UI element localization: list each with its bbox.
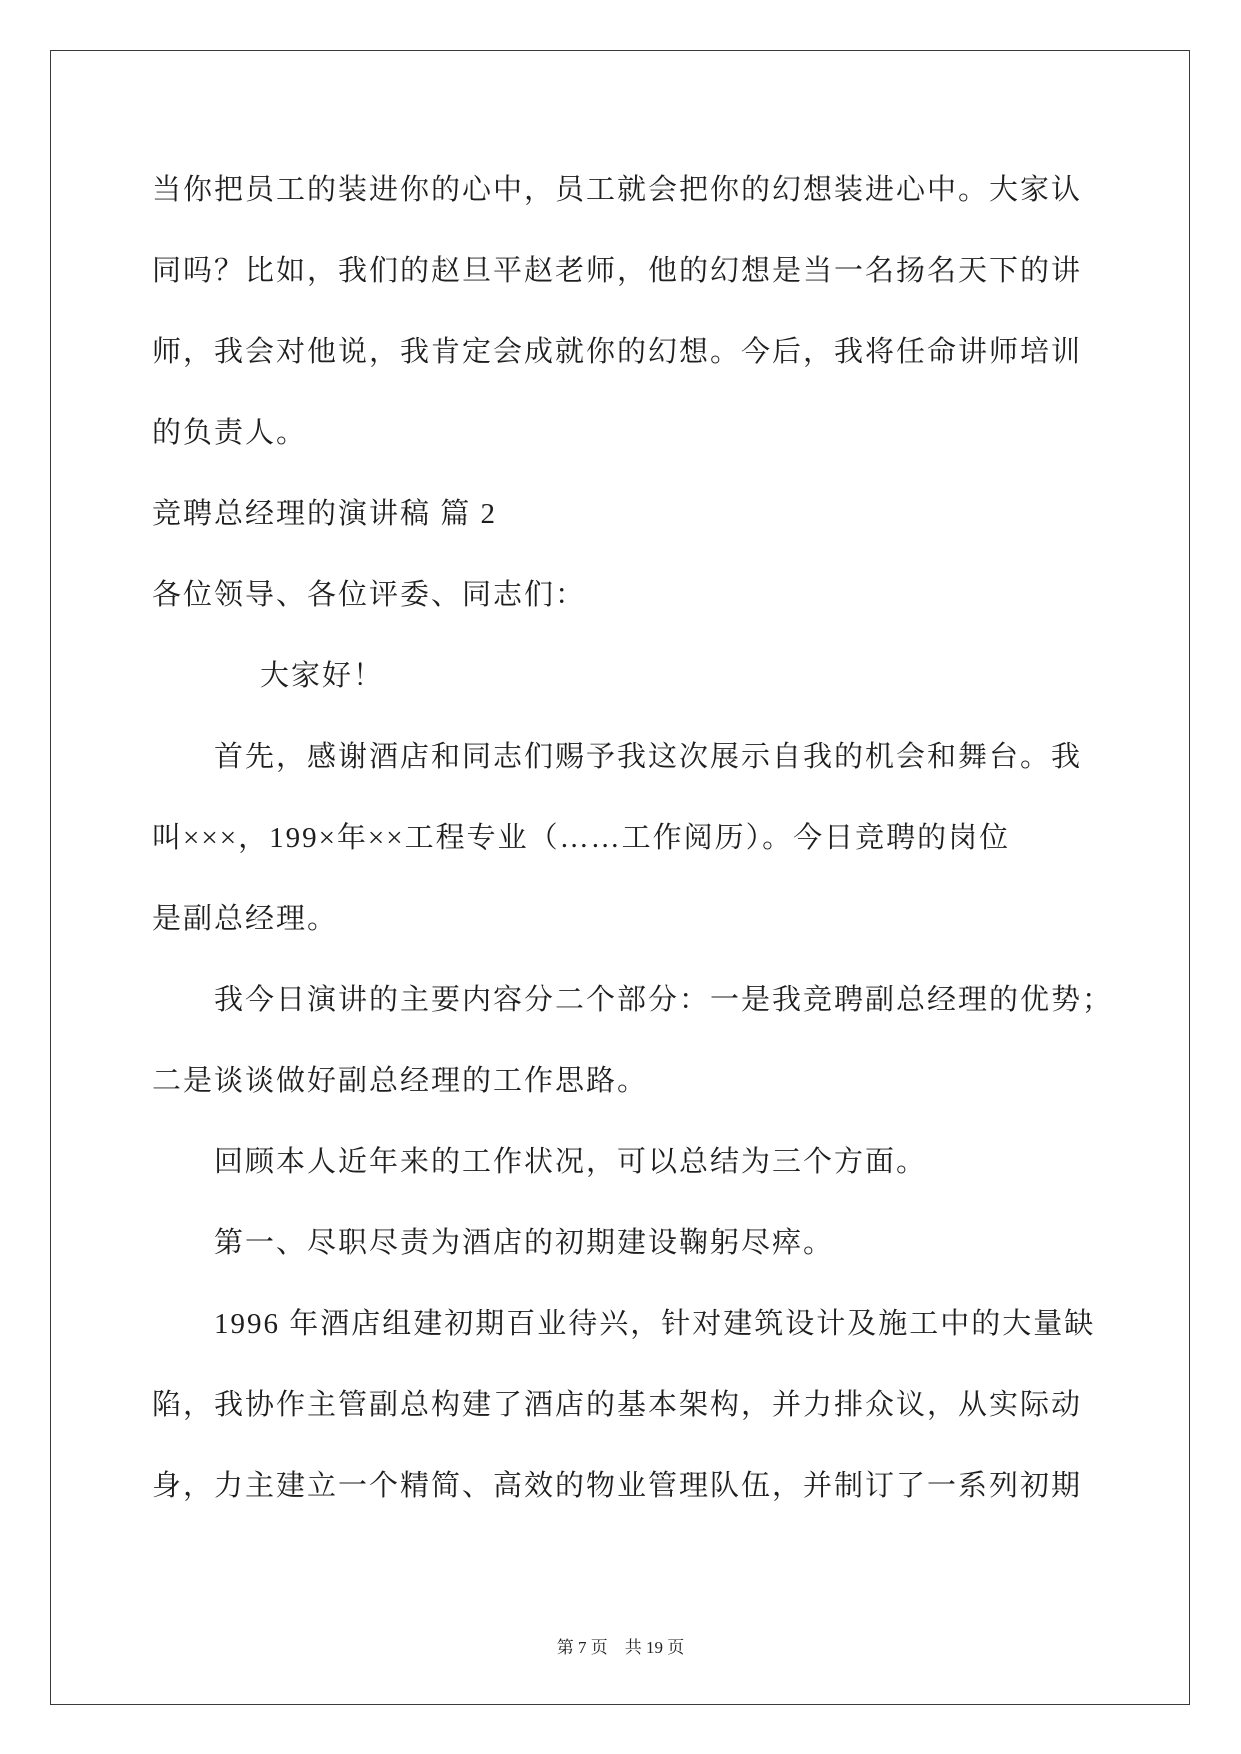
text-line: 二是谈谈做好副总经理的工作思路。 bbox=[152, 1065, 649, 1097]
text-line: 是副总经理。 bbox=[152, 903, 339, 935]
text-line: 同吗？比如，我们的赵旦平赵老师，他的幻想是当一名扬名天下的讲 bbox=[152, 255, 1083, 287]
text-line: 的负责人。 bbox=[152, 417, 308, 449]
section-heading: 竞聘总经理的演讲稿 篇 2 bbox=[152, 498, 498, 530]
page-number-footer: 第 7 页 共 19 页 bbox=[556, 1638, 685, 1657]
text-line: 第一、尽职尽责为酒店的初期建设鞠躬尽瘁。 bbox=[214, 1227, 835, 1259]
text-line: 首先，感谢酒店和同志们赐予我这次展示自我的机会和舞台。我 bbox=[214, 741, 1083, 773]
text-line: 陷，我协作主管副总构建了酒店的基本架构，并力排众议，从实际动 bbox=[152, 1389, 1083, 1421]
salutation: 各位领导、各位评委、同志们： bbox=[152, 579, 587, 611]
text-line: 当你把员工的装进你的心中，员工就会把你的幻想装进心中。大家认 bbox=[152, 174, 1083, 206]
greeting: 大家好！ bbox=[260, 660, 385, 692]
text-line: 身，力主建立一个精简、高效的物业管理队伍，并制订了一系列初期 bbox=[152, 1470, 1083, 1502]
text-line: 我今日演讲的主要内容分二个部分：一是我竞聘副总经理的优势； bbox=[214, 984, 1114, 1016]
text-line: 叫×××，199×年××工程专业（……工作阅历）。今日竞聘的岗位 bbox=[152, 822, 1011, 854]
text-line: 回顾本人近年来的工作状况，可以总结为三个方面。 bbox=[214, 1146, 928, 1178]
text-line: 1996 年酒店组建初期百业待兴，针对建筑设计及施工中的大量缺 bbox=[214, 1308, 1096, 1340]
text-line: 师，我会对他说，我肯定会成就你的幻想。今后，我将任命讲师培训 bbox=[152, 336, 1083, 368]
document-body bbox=[152, 150, 1152, 1527]
